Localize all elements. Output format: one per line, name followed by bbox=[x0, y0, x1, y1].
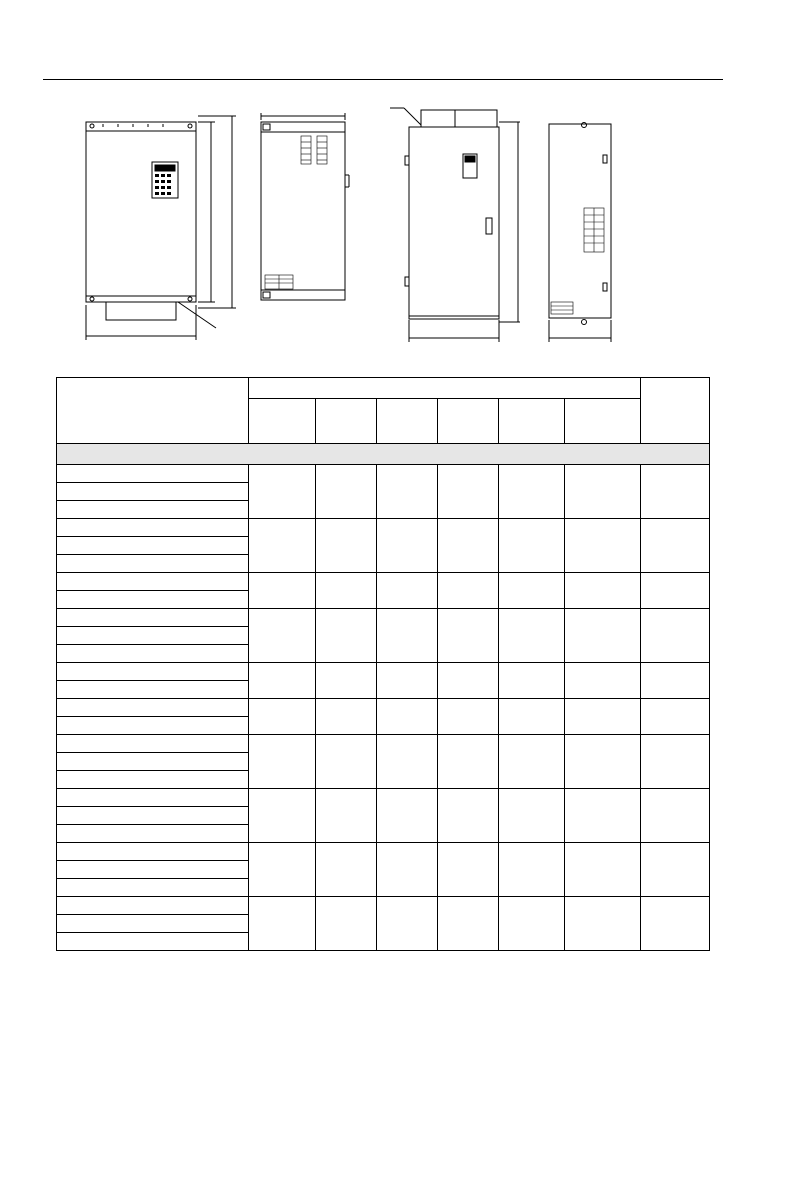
header-dim-col bbox=[377, 399, 438, 444]
model-cell bbox=[57, 915, 249, 933]
header-dim-col bbox=[499, 399, 565, 444]
table-row bbox=[57, 519, 710, 537]
dimension-value-cell bbox=[565, 573, 641, 609]
dimension-value-cell bbox=[377, 573, 438, 609]
dimension-value-cell bbox=[641, 699, 710, 735]
dimension-value-cell bbox=[316, 663, 377, 699]
dimension-value-cell bbox=[499, 573, 565, 609]
dimension-value-cell bbox=[565, 663, 641, 699]
dimension-value-cell bbox=[438, 519, 499, 573]
dimension-value-cell bbox=[249, 735, 316, 789]
dimension-value-cell bbox=[565, 735, 641, 789]
dimension-value-cell bbox=[438, 663, 499, 699]
dimension-value-cell bbox=[565, 789, 641, 843]
dimension-value-cell bbox=[316, 843, 377, 897]
dimension-value-cell bbox=[249, 519, 316, 573]
dimension-value-cell bbox=[565, 699, 641, 735]
cabinet-side-drawing bbox=[549, 123, 611, 343]
dimension-value-cell bbox=[438, 573, 499, 609]
model-cell bbox=[57, 861, 249, 879]
model-cell bbox=[57, 807, 249, 825]
dimension-value-cell bbox=[499, 663, 565, 699]
dimension-value-cell bbox=[438, 789, 499, 843]
dimension-value-cell bbox=[316, 519, 377, 573]
dimension-value-cell bbox=[249, 789, 316, 843]
dimension-value-cell bbox=[565, 897, 641, 951]
model-cell bbox=[57, 897, 249, 915]
dimension-value-cell bbox=[641, 573, 710, 609]
table-row bbox=[57, 843, 710, 861]
dimension-value-cell bbox=[249, 699, 316, 735]
model-cell bbox=[57, 627, 249, 645]
dimension-value-cell bbox=[438, 735, 499, 789]
table-row bbox=[57, 609, 710, 627]
model-cell bbox=[57, 681, 249, 699]
model-cell bbox=[57, 843, 249, 861]
section-row bbox=[57, 444, 710, 465]
dimension-value-cell bbox=[249, 843, 316, 897]
dimension-value-cell bbox=[438, 897, 499, 951]
dimension-value-cell bbox=[316, 609, 377, 663]
header-dim-col bbox=[249, 399, 316, 444]
header-dim-col bbox=[438, 399, 499, 444]
dimension-value-cell bbox=[377, 609, 438, 663]
dimension-value-cell bbox=[249, 465, 316, 519]
model-cell bbox=[57, 771, 249, 789]
dimension-value-cell bbox=[499, 465, 565, 519]
dimension-value-cell bbox=[565, 843, 641, 897]
dimension-value-cell bbox=[249, 897, 316, 951]
cabinet-front-drawing bbox=[390, 108, 520, 342]
dimension-value-cell bbox=[249, 609, 316, 663]
model-cell bbox=[57, 483, 249, 501]
dimension-spec-table bbox=[56, 377, 710, 951]
model-cell bbox=[57, 825, 249, 843]
dimension-value-cell bbox=[438, 843, 499, 897]
model-cell bbox=[57, 699, 249, 717]
dimension-value-cell bbox=[499, 735, 565, 789]
header-model-cell bbox=[57, 378, 249, 444]
model-cell bbox=[57, 501, 249, 519]
dimension-value-cell bbox=[499, 699, 565, 735]
model-cell bbox=[57, 591, 249, 609]
dimension-value-cell bbox=[377, 843, 438, 897]
dimension-value-cell bbox=[641, 609, 710, 663]
dimension-value-cell bbox=[565, 465, 641, 519]
dimension-value-cell bbox=[316, 789, 377, 843]
table-row bbox=[57, 663, 710, 681]
dimension-value-cell bbox=[377, 897, 438, 951]
dimension-value-cell bbox=[438, 609, 499, 663]
header-dimension-group bbox=[249, 378, 641, 399]
dimension-value-cell bbox=[641, 843, 710, 897]
dimension-value-cell bbox=[499, 789, 565, 843]
dimension-value-cell bbox=[249, 663, 316, 699]
table-row bbox=[57, 897, 710, 915]
header-dim-col bbox=[316, 399, 377, 444]
model-cell bbox=[57, 573, 249, 591]
dimension-value-cell bbox=[316, 897, 377, 951]
model-cell bbox=[57, 537, 249, 555]
side-view-drawing bbox=[261, 113, 349, 300]
model-cell bbox=[57, 519, 249, 537]
dimension-value-cell bbox=[377, 699, 438, 735]
dimension-value-cell bbox=[641, 663, 710, 699]
dimension-value-cell bbox=[641, 735, 710, 789]
dimension-value-cell bbox=[438, 465, 499, 519]
model-cell bbox=[57, 609, 249, 627]
dimension-value-cell bbox=[565, 609, 641, 663]
dimension-value-cell bbox=[641, 897, 710, 951]
dimension-value-cell bbox=[377, 663, 438, 699]
dimension-value-cell bbox=[641, 519, 710, 573]
dimension-value-cell bbox=[316, 735, 377, 789]
model-cell bbox=[57, 645, 249, 663]
dimension-value-cell bbox=[499, 897, 565, 951]
table-row bbox=[57, 789, 710, 807]
dimension-value-cell bbox=[499, 843, 565, 897]
model-cell bbox=[57, 933, 249, 951]
dimension-value-cell bbox=[316, 699, 377, 735]
table-row bbox=[57, 699, 710, 717]
model-cell bbox=[57, 789, 249, 807]
model-cell bbox=[57, 717, 249, 735]
model-cell bbox=[57, 879, 249, 897]
table-row bbox=[57, 573, 710, 591]
dimension-value-cell bbox=[499, 609, 565, 663]
model-cell bbox=[57, 663, 249, 681]
dimension-value-cell bbox=[316, 573, 377, 609]
dimension-drawings bbox=[0, 0, 806, 370]
dimension-value-cell bbox=[565, 519, 641, 573]
dimension-value-cell bbox=[377, 519, 438, 573]
dimension-value-cell bbox=[377, 789, 438, 843]
front-view-drawing bbox=[86, 116, 236, 340]
dimension-value-cell bbox=[499, 519, 565, 573]
model-cell bbox=[57, 465, 249, 483]
dimension-value-cell bbox=[316, 465, 377, 519]
model-cell bbox=[57, 753, 249, 771]
model-cell bbox=[57, 735, 249, 753]
dimension-value-cell bbox=[249, 573, 316, 609]
model-cell bbox=[57, 555, 249, 573]
header-dim-col bbox=[565, 399, 641, 444]
header-last-cell bbox=[641, 378, 710, 444]
table-row bbox=[57, 735, 710, 753]
table-row bbox=[57, 465, 710, 483]
dimension-value-cell bbox=[377, 735, 438, 789]
dimension-value-cell bbox=[641, 465, 710, 519]
dimension-value-cell bbox=[438, 699, 499, 735]
dimension-value-cell bbox=[641, 789, 710, 843]
dimension-value-cell bbox=[377, 465, 438, 519]
